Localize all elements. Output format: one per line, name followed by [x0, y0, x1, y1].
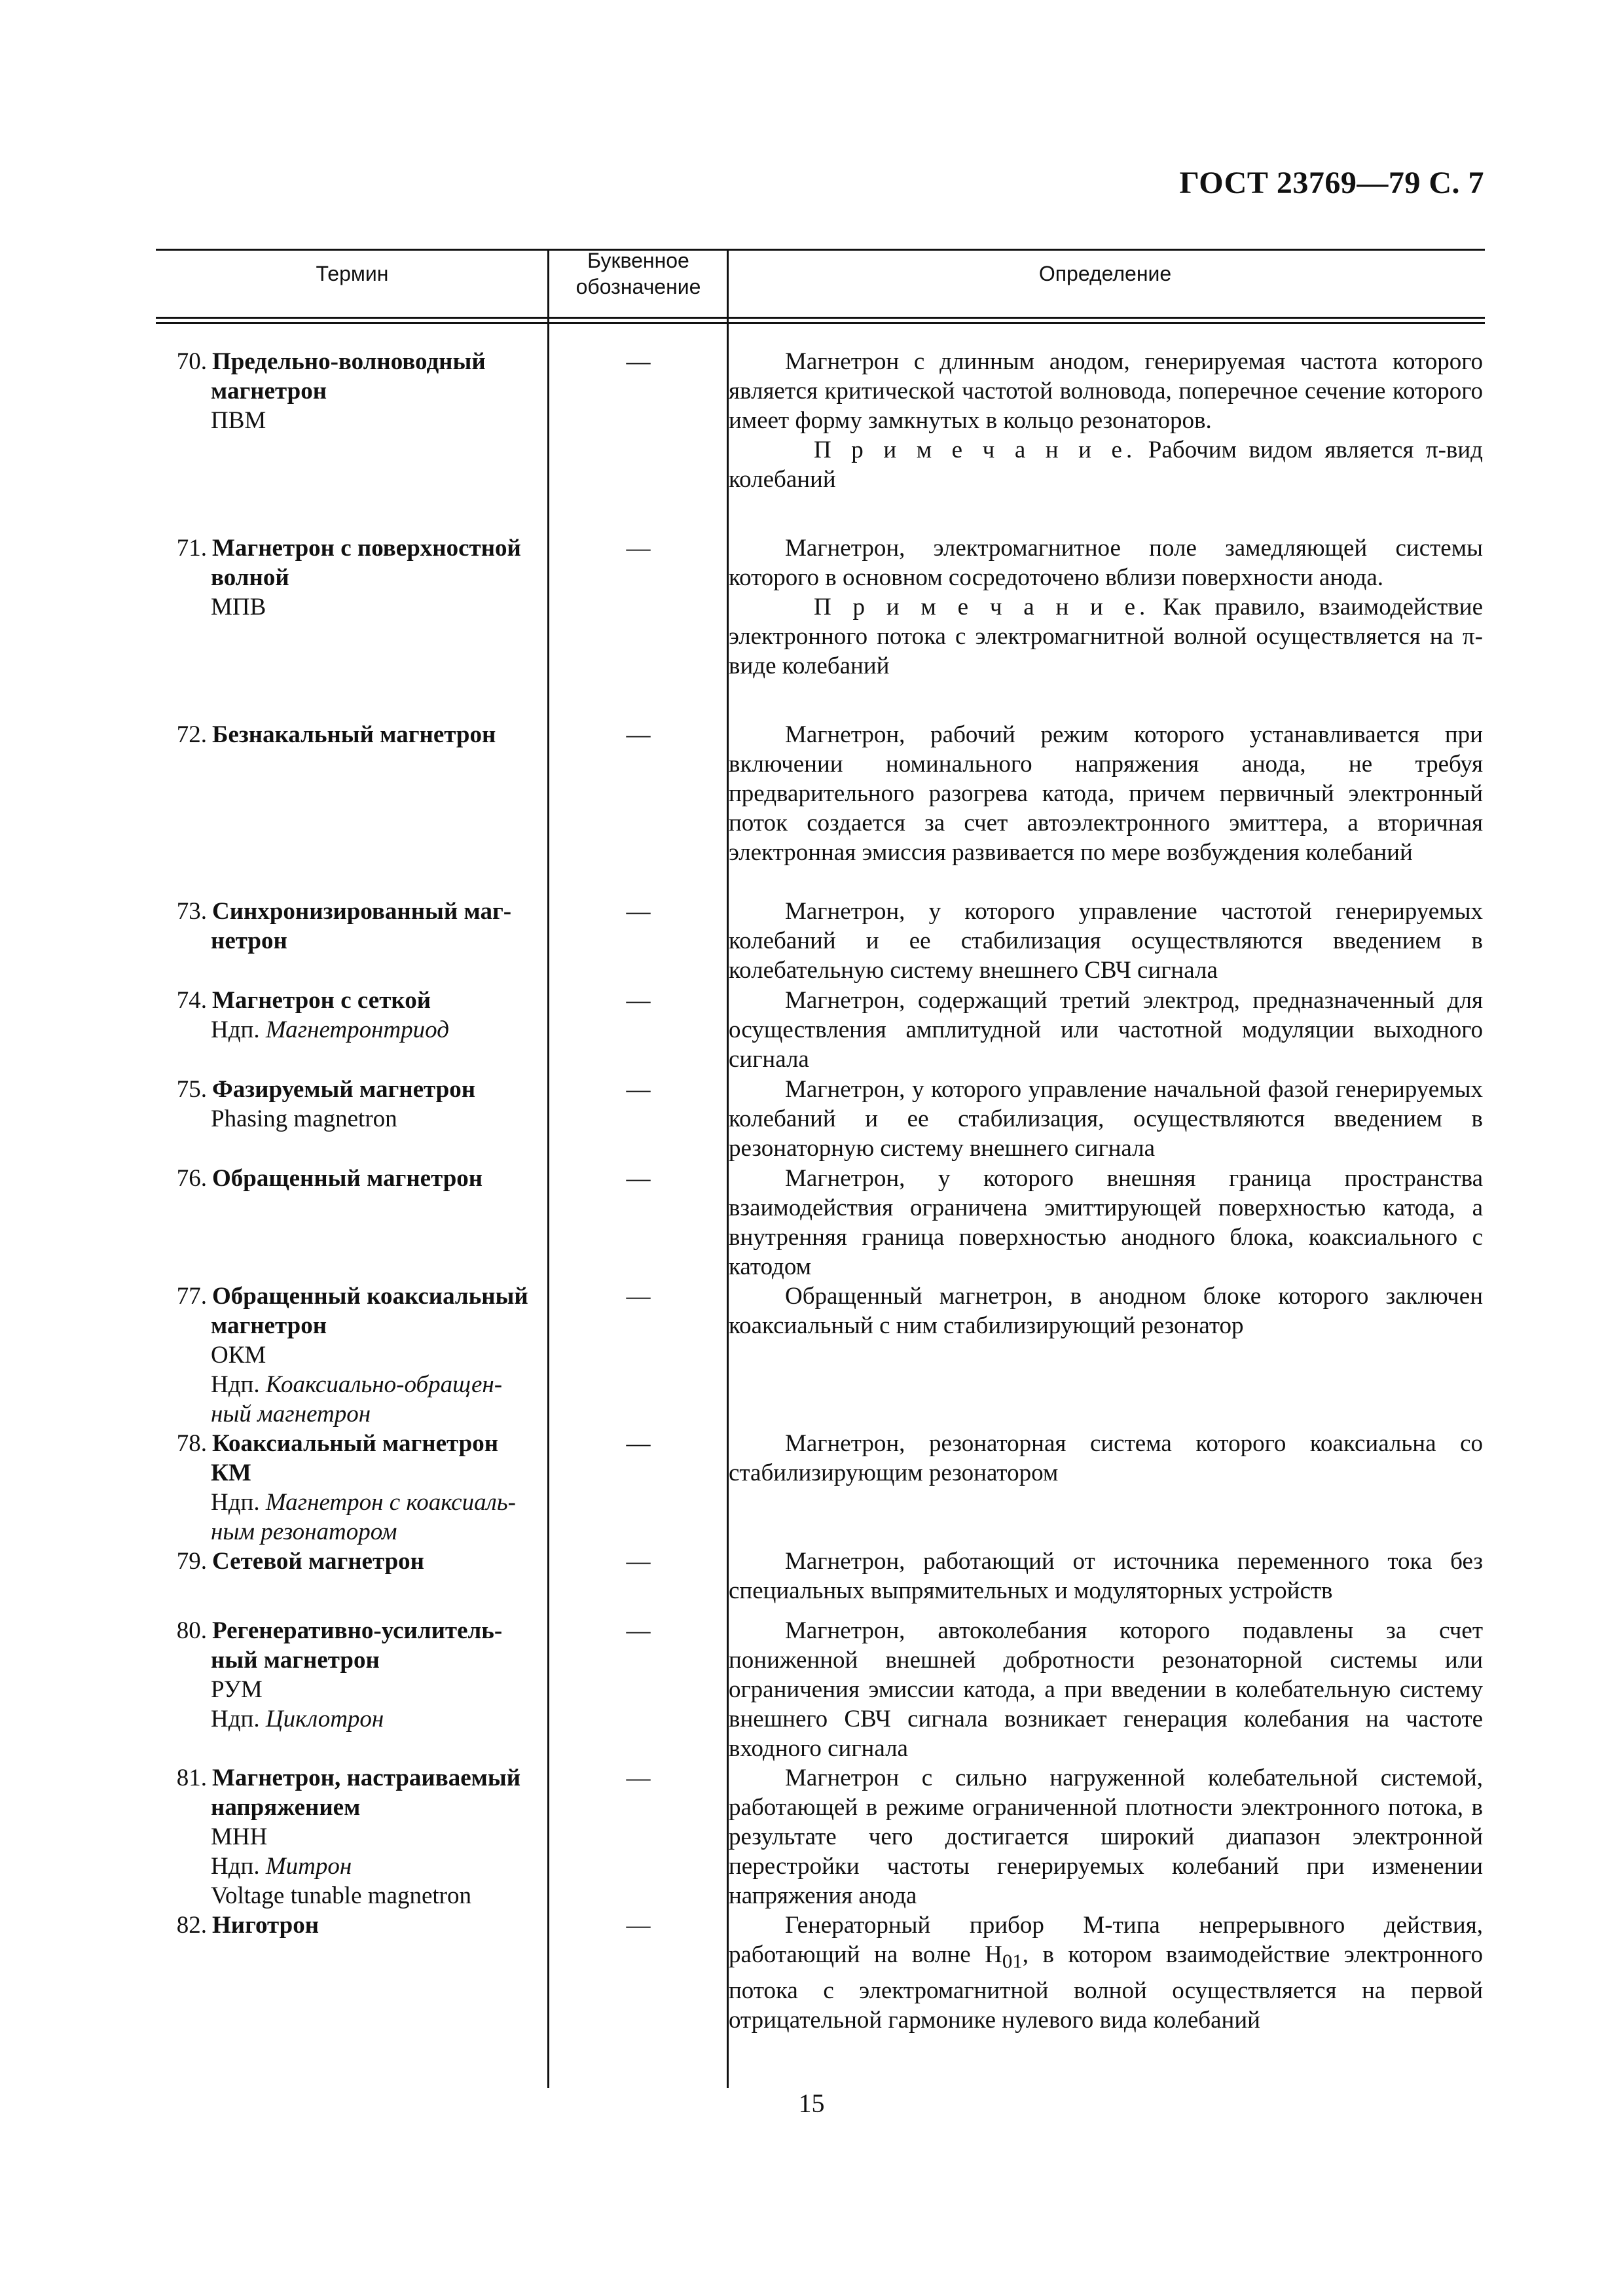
definition-text: Магнетрон, работающий от источника переменного тока без специальных выпрямительных и модуляторных устройств — [729, 1548, 1483, 1604]
column-header-term: Термин — [316, 262, 389, 285]
term-abbreviation: ОКМ — [211, 1342, 266, 1369]
letter-designation: — — [626, 1430, 651, 1457]
letter-designation: — — [626, 1548, 651, 1575]
term-number: 81. — [176, 1765, 207, 1791]
table-header-rule-double — [156, 322, 1485, 324]
term-abbreviation: МНН — [211, 1823, 268, 1850]
column-header-letter-line1: Буквенное — [587, 249, 689, 272]
term-abbreviation: МПВ — [211, 594, 266, 620]
term-cell — [164, 1282, 543, 1429]
definition-cell — [729, 986, 1483, 1074]
definition-text: Магнетрон, содержащий третий электрод, предназначенный для осуществления амплитудной или частотной модуляции выходного сигнала — [729, 987, 1483, 1073]
term-cell — [164, 986, 543, 1045]
term-name: Обращенный коаксиальный — [212, 1283, 528, 1310]
term-number: 77. — [176, 1283, 207, 1310]
term-cell — [164, 1616, 543, 1734]
term-number: 80. — [176, 1617, 207, 1644]
term-number: 82. — [176, 1912, 207, 1939]
term-number: 76. — [176, 1165, 207, 1192]
letter-designation: — — [626, 1912, 651, 1939]
table-header-rule — [156, 317, 1485, 319]
definition-text: Магнетрон, у которого внешняя граница пространства взаимодействия ограничена эмиттирующей поверхностью катода, а внутренняя граница поверхностью анодного блока, коаксиального с катодом — [729, 1165, 1483, 1280]
letter-designation: — — [626, 348, 651, 375]
definition-cell — [729, 897, 1483, 985]
definition-cell — [729, 347, 1483, 494]
definition-cell — [729, 1429, 1483, 1488]
definition-note: П р и м е ч а н и е. Как правило, взаимодействие электронного потока с электромагнитной волной осуществляется на π-виде колебаний — [729, 594, 1483, 679]
deprecated-term: Ндп. Магнетрон с коаксиаль- — [211, 1489, 516, 1516]
term-cell — [164, 1910, 543, 1940]
term-number: 72. — [176, 721, 207, 748]
deprecated-term: Ндп. Коаксиально-обращен- — [211, 1371, 503, 1398]
term-name: Ниготрон — [212, 1912, 319, 1939]
letter-designation: — — [626, 1765, 651, 1791]
term-abbreviation: ПВМ — [211, 407, 266, 434]
definition-text: Магнетрон, электромагнитное поле замедляющей системы которого в основном сосредоточено вблизи поверхности анода. — [729, 535, 1483, 591]
term-cell — [164, 1164, 543, 1193]
term-name-cont: нетрон — [211, 927, 287, 954]
term-name-cont: ный магнетрон — [211, 1647, 380, 1674]
letter-designation: — — [626, 1617, 651, 1644]
term-name-cont: напряжением — [211, 1794, 361, 1821]
term-name: Магнетрон, настраиваемый — [212, 1765, 521, 1791]
definition-text: Магнетрон с длинным анодом, генерируемая частота которого является критической частотой волновода, поперечное сечение которого имеет форму замкнутых в кольцо резонаторов. — [729, 348, 1483, 434]
term-number: 73. — [176, 898, 207, 925]
definition-cell — [729, 1547, 1483, 1605]
term-cell — [164, 720, 543, 749]
definition-cell — [729, 1075, 1483, 1163]
definition-text: Магнетрон с сильно нагруженной колебательной системой, работающей в режиме ограниченной плотности электронного потока, в результате чего достигается широкий диапазон электронной перестройки частоты генерируемых колебаний при изменении напряжения анода — [729, 1765, 1483, 1909]
column-header-definition: Определение — [1038, 262, 1172, 285]
letter-designation: — — [626, 987, 651, 1014]
term-name: Магнетрон с сеткой — [212, 987, 431, 1014]
definition-note: П р и м е ч а н и е. Рабочим видом является π-вид колебаний — [729, 437, 1484, 493]
definition-text: Магнетрон, рабочий режим которого устанавливается при включении номинального напряжения анода, не требуя предварительного разогрева катода, причем первичный электронный поток создается за счет автоэлектронного эмиттера, а вторичная электронная эмиссия развивается по мере возбуждения колебаний — [729, 721, 1483, 866]
letter-designation: — — [626, 898, 651, 925]
deprecated-term: Ндп. Циклотрон — [211, 1706, 384, 1732]
term-english: Phasing magnetron — [211, 1105, 397, 1132]
term-name: Регенеративно-усилитель- — [212, 1617, 503, 1644]
deprecated-term: Ндп. Магнетронтриод — [211, 1016, 449, 1043]
page-header: ГОСТ 23769—79 С. 7 — [1179, 166, 1484, 200]
definition-text: Генераторный прибор М-типа непрерывного действия, работающий на волне $H_{01}$, в котором взаимодействие электронного потока с электромагнитной волной осуществляется на первой отрицательной гармонике нулевого вида колебаний — [729, 1912, 1483, 2034]
letter-designation: — — [626, 1165, 651, 1192]
deprecated-term-cont: ный магнетрон — [211, 1401, 371, 1427]
table-top-rule — [156, 249, 1485, 251]
term-number: 70. — [176, 348, 207, 375]
deprecated-term: Ндп. Митрон — [211, 1853, 352, 1880]
definition-text: Магнетрон, у которого управление частотой генерируемых колебаний и ее стабилизация осуществляются введением в колебательную систему внешнего СВЧ сигнала — [729, 898, 1483, 984]
definition-text: Магнетрон, резонаторная система которого коаксиальна со стабилизирующим резонатором — [729, 1430, 1483, 1486]
term-name-cont: волной — [211, 564, 289, 591]
term-name: Фазируемый магнетрон — [212, 1076, 476, 1103]
definition-cell — [729, 1282, 1483, 1340]
term-abbreviation: КМ — [211, 1460, 251, 1486]
term-name: Магнетрон с поверхностной — [212, 535, 521, 562]
term-name: Обращенный магнетрон — [212, 1165, 483, 1192]
letter-designation: — — [626, 535, 651, 562]
term-name-cont: магнетрон — [211, 378, 327, 404]
term-name: Безнакальный магнетрон — [212, 721, 496, 748]
term-name-cont: магнетрон — [211, 1312, 327, 1339]
term-name: Синхронизированный маг- — [212, 898, 512, 925]
column-header-letter-line2: обозначение — [575, 275, 701, 298]
deprecated-term-cont: ным резонатором — [211, 1518, 397, 1545]
term-english: Voltage tunable magnetron — [211, 1882, 471, 1909]
term-cell — [164, 1547, 543, 1576]
page-number: 15 — [798, 2089, 825, 2118]
term-abbreviation: РУМ — [211, 1676, 263, 1703]
term-number: 74. — [176, 987, 207, 1014]
column-divider-1 — [547, 249, 549, 2088]
definition-cell — [729, 1763, 1483, 1910]
term-cell — [164, 1429, 543, 1547]
definition-cell — [729, 720, 1483, 867]
term-number: 78. — [176, 1430, 207, 1457]
term-name: Коаксиальный магнетрон — [212, 1430, 499, 1457]
term-number: 79. — [176, 1548, 207, 1575]
term-cell — [164, 897, 543, 956]
letter-designation: — — [626, 1283, 651, 1310]
definition-text: Магнетрон, автоколебания которого подавлены за счет пониженной внешней добротности резонаторной системы или ограничения эмиссии катода, а при введении в колебательную систему внешнего СВЧ сигнала возникает генерация колебания на частоте входного сигнала — [729, 1617, 1483, 1762]
definition-cell — [729, 1910, 1483, 2035]
letter-designation: — — [626, 1076, 651, 1103]
definition-cell — [729, 1616, 1483, 1763]
term-cell — [164, 1763, 543, 1910]
term-number: 75. — [176, 1076, 207, 1103]
definition-text: Магнетрон, у которого управление начальной фазой генерируемых колебаний и ее стабилизация, осуществляются введением в резонаторную систему внешнего сигнала — [729, 1076, 1483, 1162]
term-cell — [164, 1075, 543, 1134]
term-number: 71. — [176, 535, 207, 562]
letter-designation: — — [626, 721, 651, 748]
term-name: Предельно-волноводный — [212, 348, 486, 375]
definition-cell — [729, 533, 1483, 681]
definition-text: Обращенный магнетрон, в анодном блоке которого заключен коаксиальный с ним стабилизирующий резонатор — [729, 1283, 1483, 1339]
wave-subscript: 01 — [1002, 1950, 1023, 1973]
column-header-letter-designation — [550, 247, 727, 300]
term-cell — [164, 347, 543, 435]
definition-cell — [729, 1164, 1483, 1282]
term-cell — [164, 533, 543, 622]
term-name: Сетевой магнетрон — [212, 1548, 425, 1575]
